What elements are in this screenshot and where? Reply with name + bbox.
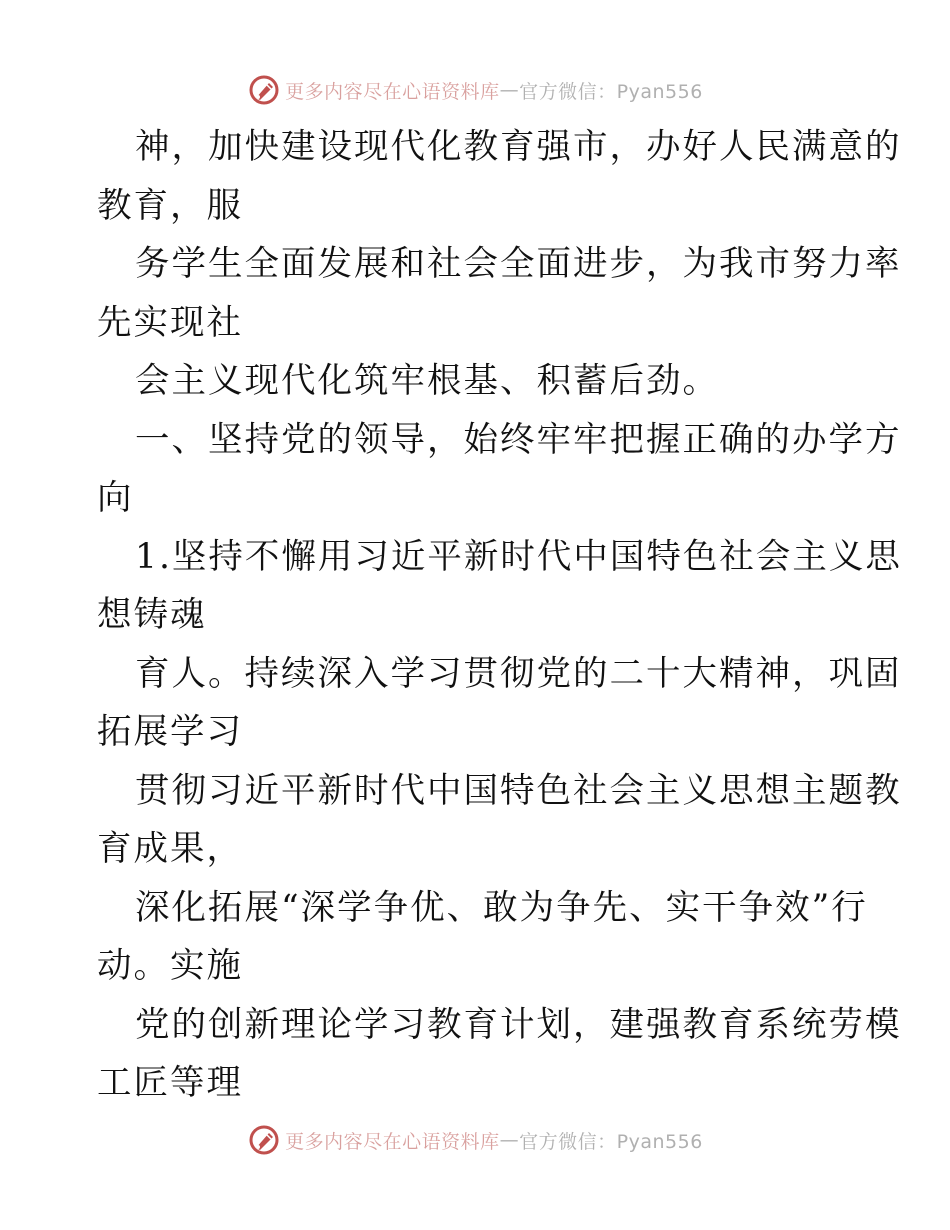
body-line: 党的创新理论学习教育计划，建强教育系统劳模 (135, 1004, 902, 1045)
body-line: 育成果， (97, 829, 243, 869)
footer-watermark (0, 1120, 950, 1160)
watermark-contact-text: 官方微信：Pyan556 (519, 80, 703, 103)
body-line: 贯彻习近平新时代中国特色社会主义思想主题教 (135, 770, 902, 811)
watermark-brand-text: 更多内容尽在心语资料库 (285, 1130, 500, 1153)
section-heading-line: 一、坚持党的领导，始终牢牢把握正确的办学方 (135, 419, 902, 460)
body-line: 想铸魂 (97, 595, 207, 635)
body-line: 神，加快建设现代化教育强市，办好人民满意的 (135, 127, 902, 167)
body-line: 育人。持续深入学习贯彻党的二十大精神，巩固 (135, 653, 902, 694)
body-line: 工匠等理 (97, 1063, 243, 1103)
body-line: 务学生全面发展和社会全面进步，为我市努力率 (135, 244, 902, 284)
pen-nib-seal-icon (247, 1123, 281, 1157)
watermark-separator: — (499, 1129, 520, 1151)
section-heading-line: 向 (97, 478, 134, 518)
body-line: 教育，服 (97, 185, 243, 226)
body-line: 会主义现代化筑牢根基、积蓄后劲。 (135, 361, 719, 401)
body-line: 先实现社 (97, 302, 243, 343)
body-line: 拓展学习 (97, 712, 243, 752)
document-body (97, 118, 902, 1113)
body-line: 动。实施 (97, 946, 243, 986)
body-line: 深化拓展“深学争优、敢为争先、实干争效”行 (135, 887, 868, 928)
pen-nib-seal-icon (247, 73, 281, 107)
watermark-contact-text: 官方微信：Pyan556 (519, 1130, 703, 1153)
body-line: 1.坚持不懈用习近平新时代中国特色社会主义思 (135, 536, 902, 577)
watermark-brand-text: 更多内容尽在心语资料库 (285, 80, 500, 103)
watermark-separator: — (499, 79, 520, 101)
header-watermark (0, 70, 950, 110)
